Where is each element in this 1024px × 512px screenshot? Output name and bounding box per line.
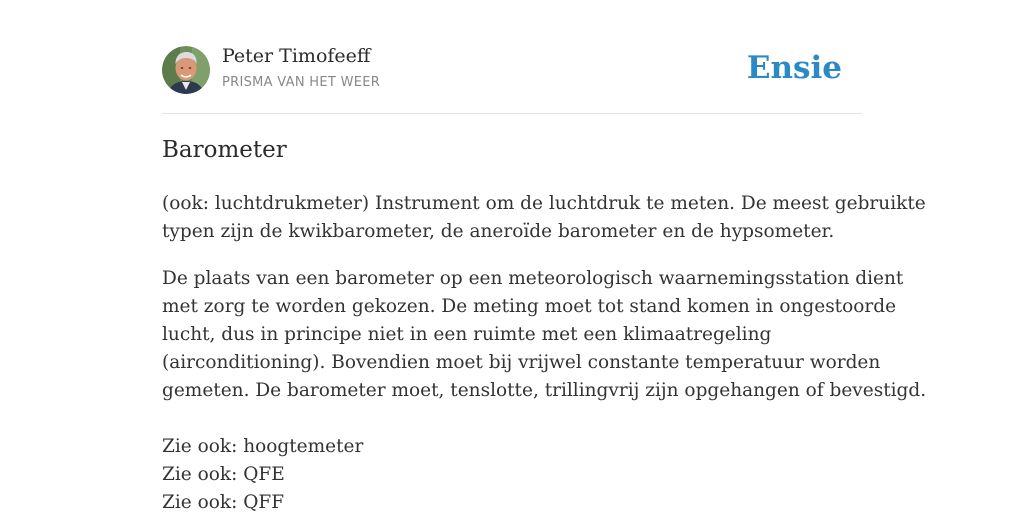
see-also-link[interactable]: Zie ook: QFF bbox=[162, 492, 285, 512]
text-line: typen zijn de kwikbarometer, de aneroïde barometer en de hypsometer. bbox=[162, 221, 835, 242]
text-line: (airconditioning). Bovendien moet bij vrijwel constante temperatuur worden bbox=[162, 352, 881, 373]
author-avatar[interactable] bbox=[162, 46, 210, 94]
see-also-link[interactable]: Zie ook: hoogtemeter bbox=[162, 436, 364, 457]
author-source[interactable]: PRISMA VAN HET WEER bbox=[222, 75, 381, 90]
brand-logo[interactable]: Ensie bbox=[746, 50, 842, 86]
text-line: met zorg te worden gekozen. De meting moet tot stand komen in ongestoorde bbox=[162, 296, 897, 317]
see-also-link[interactable]: Zie ook: QFE bbox=[162, 464, 285, 485]
author-photo bbox=[162, 46, 210, 94]
text-line: lucht, dus in principe niet in een ruimte met een klimaatregeling bbox=[162, 324, 772, 345]
entry-body bbox=[162, 190, 927, 512]
entry-header bbox=[162, 0, 862, 114]
paragraph-definition bbox=[162, 190, 926, 246]
entry-title: Barometer bbox=[162, 137, 287, 163]
text-line: (ook: luchtdrukmeter) Instrument om de luchtdruk te meten. De meest gebruikte bbox=[162, 193, 926, 214]
text-line: De plaats van een barometer op een meteorologisch waarnemingsstation dient bbox=[162, 268, 904, 289]
author-name[interactable]: Peter Timofeeff bbox=[222, 45, 371, 67]
text-line: gemeten. De barometer moet, tenslotte, trillingvrij zijn opgehangen of bevestigd. bbox=[162, 380, 927, 401]
entry-card bbox=[162, 0, 927, 512]
paragraph-placement bbox=[162, 265, 927, 512]
blank-line bbox=[162, 405, 862, 433]
